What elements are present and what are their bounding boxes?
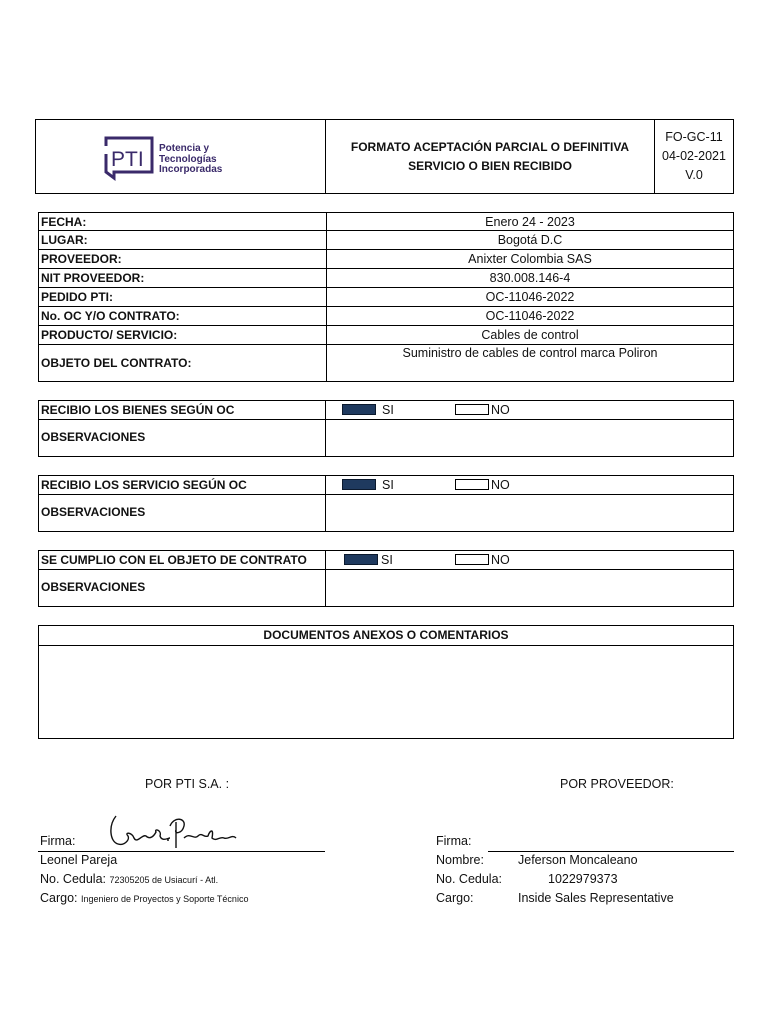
nit-label: NIT PROVEEDOR: xyxy=(41,271,145,285)
proveedor-firma-label: Firma: xyxy=(436,834,472,848)
pti-cargo-row xyxy=(40,891,248,905)
bienes-si-checkbox[interactable] xyxy=(342,404,376,415)
proveedor-cedula-label: No. Cedula: xyxy=(436,872,503,886)
proveedor-cargo-value: Inside Sales Representative xyxy=(518,891,674,905)
proveedor-nombre-label: Nombre: xyxy=(436,853,484,867)
section-divider xyxy=(325,476,326,531)
documentos-title: DOCUMENTOS ANEXOS O COMENTARIOS xyxy=(39,626,733,646)
proveedor-heading: POR PROVEEDOR: xyxy=(560,777,674,791)
lugar-label: LUGAR: xyxy=(41,233,88,247)
title-line-1: FORMATO ACEPTACIÓN PARCIAL O DEFINITIVA xyxy=(350,139,630,154)
form-code: FO-GC-11 xyxy=(665,130,723,144)
proveedor-cedula-value: 1022979373 xyxy=(548,872,618,886)
bienes-no-checkbox[interactable] xyxy=(455,404,489,415)
form-version: V.0 xyxy=(685,168,703,182)
objeto-observaciones-label: OBSERVACIONES xyxy=(41,580,146,594)
objeto-no-checkbox[interactable] xyxy=(455,554,489,565)
pedido-label: PEDIDO PTI: xyxy=(41,290,114,304)
producto-value: Cables de control xyxy=(326,326,733,344)
form-title xyxy=(326,120,655,193)
pti-logo-icon xyxy=(100,132,156,182)
servicio-si-label: SI xyxy=(382,478,394,492)
servicio-observaciones-label: OBSERVACIONES xyxy=(41,505,146,519)
producto-label: PRODUCTO/ SERVICIO: xyxy=(41,328,178,342)
table-row xyxy=(38,250,734,269)
pti-cargo-label: Cargo: xyxy=(40,891,78,905)
fecha-value: Enero 24 - 2023 xyxy=(326,213,733,230)
objeto-si-label: SI xyxy=(381,553,393,567)
pti-cargo-value: Ingeniero de Proyectos y Soporte Técnico xyxy=(81,894,249,904)
logo-cell xyxy=(36,120,326,193)
servicio-section xyxy=(38,475,734,532)
table-row xyxy=(38,212,734,231)
servicio-label: RECIBIO LOS SERVICIO SEGÚN OC xyxy=(41,478,247,492)
objeto-cumplido-label: SE CUMPLIO CON EL OBJETO DE CONTRATO xyxy=(41,553,307,567)
pti-cedula-label: No. Cedula: xyxy=(40,872,107,886)
proveedor-label: PROVEEDOR: xyxy=(41,252,122,266)
bienes-section xyxy=(38,400,734,457)
form-date: 04-02-2021 xyxy=(662,149,726,163)
table-row xyxy=(38,269,734,288)
table-row xyxy=(38,345,734,382)
pti-name: Leonel Pareja xyxy=(40,853,118,867)
objeto-label: OBJETO DEL CONTRATO: xyxy=(41,356,192,370)
pti-firma-line xyxy=(38,851,325,852)
section-divider xyxy=(325,551,326,606)
form-code-cell xyxy=(655,120,733,193)
pti-firma-label: Firma: xyxy=(40,834,76,848)
proveedor-value: Anixter Colombia SAS xyxy=(326,250,733,268)
title-line-2: SERVICIO O BIEN RECIBIDO xyxy=(408,158,572,173)
nit-value: 830.008.146-4 xyxy=(326,269,733,287)
logo-wordmark xyxy=(159,144,222,176)
objeto-si-checkbox[interactable] xyxy=(344,554,378,565)
table-row xyxy=(38,326,734,345)
logo-line-3: Incorporadas xyxy=(159,164,223,175)
logo-mark: PTI xyxy=(111,148,144,171)
pti-heading: POR PTI S.A. : xyxy=(145,777,230,791)
objeto-section xyxy=(38,550,734,607)
form-header xyxy=(35,119,734,194)
servicio-si-checkbox[interactable] xyxy=(342,479,376,490)
oc-label: No. OC Y/O CONTRATO: xyxy=(41,309,180,323)
table-row xyxy=(38,307,734,326)
bienes-observaciones-label: OBSERVACIONES xyxy=(41,430,146,444)
proveedor-cargo-label: Cargo: xyxy=(436,891,474,905)
objeto-no-label: NO xyxy=(491,553,510,567)
lugar-value: Bogotá D.C xyxy=(326,231,733,249)
proveedor-firma-line xyxy=(488,851,734,852)
pedido-value: OC-11046-2022 xyxy=(326,288,733,306)
proveedor-nombre-value: Jeferson Moncaleano xyxy=(518,853,638,867)
signature-image xyxy=(104,808,244,852)
servicio-no-checkbox[interactable] xyxy=(455,479,489,490)
oc-value: OC-11046-2022 xyxy=(326,307,733,325)
fecha-label: FECHA: xyxy=(41,215,87,229)
logo-line-2: Tecnologías xyxy=(159,153,217,165)
section-divider xyxy=(325,401,326,456)
servicio-no-label: NO xyxy=(491,478,510,492)
bienes-label: RECIBIO LOS BIENES SEGÚN OC xyxy=(41,403,235,417)
bienes-no-label: NO xyxy=(491,403,510,417)
objeto-value: Suministro de cables de control marca Poliron xyxy=(326,345,733,381)
table-row xyxy=(38,288,734,307)
pti-cedula-value: 72305205 de Usiacurí - Atl. xyxy=(109,875,219,885)
documentos-box xyxy=(38,625,734,739)
pti-cedula-row xyxy=(40,872,218,886)
logo-line-1: Potencia y xyxy=(159,143,210,154)
bienes-si-label: SI xyxy=(382,403,394,417)
table-row xyxy=(38,231,734,250)
